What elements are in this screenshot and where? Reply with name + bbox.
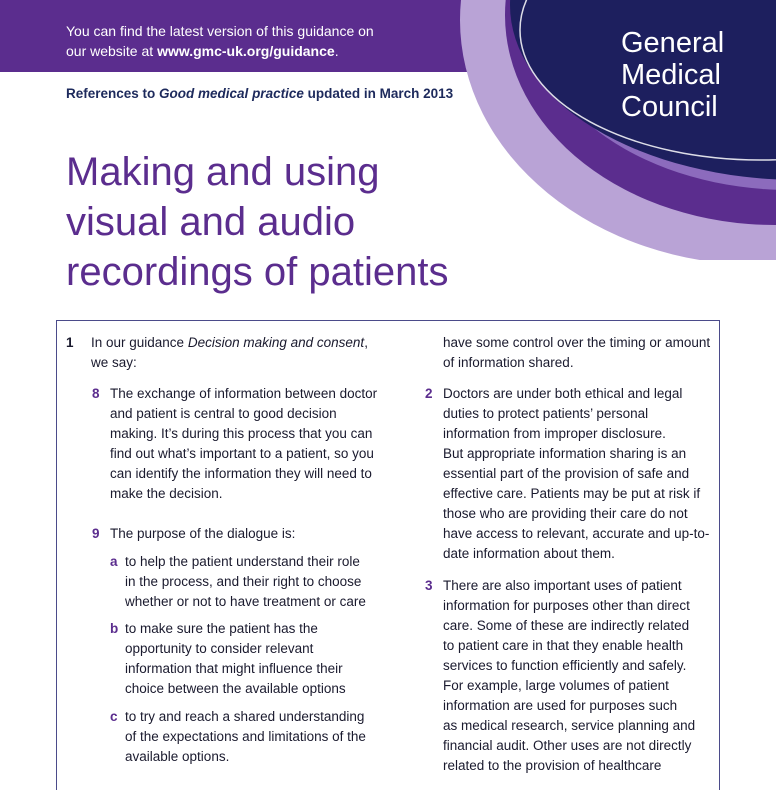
logo-line-council: Council bbox=[621, 91, 718, 123]
guidance-url-link[interactable]: www.gmc-uk.org/guidance bbox=[157, 43, 335, 59]
text-line: related to the provision of healthcare bbox=[443, 758, 662, 773]
notice-line-2 bbox=[66, 41, 486, 61]
text-line: care. Some of these are indirectly related bbox=[443, 618, 690, 633]
paragraph-text bbox=[443, 576, 718, 776]
paragraph-text bbox=[110, 524, 410, 544]
text-line: information for purposes other than direct bbox=[443, 598, 690, 613]
text-line: For example, large volumes of patient bbox=[443, 678, 669, 693]
paragraph-number: 3 bbox=[425, 578, 433, 593]
text-line: and patient is central to good decision bbox=[110, 406, 337, 421]
title-line: recordings of patients bbox=[66, 250, 449, 294]
text-line: making. It’s during this process that you can bbox=[110, 426, 373, 441]
text-line: to try and reach a shared understanding bbox=[125, 709, 365, 724]
paragraph-number: 1 bbox=[66, 335, 74, 350]
text-line: of information shared. bbox=[443, 355, 574, 370]
text-line: have some control over the timing or amount bbox=[443, 335, 711, 350]
text-line: make the decision. bbox=[110, 486, 223, 501]
text-line: can identify the information they will need to bbox=[110, 466, 372, 481]
text-line: have access to relevant, accurate and up-to- bbox=[443, 526, 710, 541]
paragraph-text bbox=[443, 333, 718, 373]
text-line: choice between the available options bbox=[125, 681, 346, 696]
paragraph-number: 2 bbox=[425, 386, 433, 401]
logo-line-medical: Medical bbox=[621, 59, 721, 91]
text-line: information from improper disclosure. bbox=[443, 426, 666, 441]
text-line: those who are providing their care do not bbox=[443, 506, 688, 521]
list-letter: a bbox=[110, 554, 118, 569]
list-text bbox=[125, 619, 385, 699]
text-line: There are also important uses of patient bbox=[443, 578, 682, 593]
paragraph-number: 9 bbox=[92, 526, 100, 541]
page-title bbox=[66, 147, 486, 297]
paragraph-text bbox=[443, 384, 718, 564]
p1-line2: we say: bbox=[91, 355, 137, 370]
text-line: as medical research, service planning and bbox=[443, 718, 696, 733]
notice-prefix: our website at bbox=[66, 43, 158, 59]
text-line: opportunity to consider relevant bbox=[125, 641, 314, 656]
text-line: duties to protect patients’ personal bbox=[443, 406, 649, 421]
title-line: Making and using bbox=[66, 150, 380, 194]
list-letter: c bbox=[110, 709, 118, 724]
ref-suffix: updated in March 2013 bbox=[303, 86, 454, 101]
text-line: date information about them. bbox=[443, 546, 615, 561]
text-line: in the process, and their right to choose bbox=[125, 574, 362, 589]
text-line: The purpose of the dialogue is: bbox=[110, 526, 296, 541]
title-line: visual and audio bbox=[66, 200, 356, 244]
text-line: find out what’s important to a patient, so you bbox=[110, 446, 374, 461]
notice-suffix: . bbox=[334, 43, 339, 59]
paragraph-text bbox=[110, 384, 410, 504]
text-line: essential part of the provision of safe and bbox=[443, 466, 690, 481]
text-line: information are used for purposes such bbox=[443, 698, 678, 713]
text-line: financial audit. Other uses are not directly bbox=[443, 738, 692, 753]
text-line: whether or not to have treatment or care bbox=[125, 594, 366, 609]
list-text bbox=[125, 552, 385, 612]
paragraph-number: 8 bbox=[92, 386, 100, 401]
ref-prefix: References to bbox=[66, 86, 160, 101]
text-line: effective care. Patients may be put at risk if bbox=[443, 486, 701, 501]
list-text bbox=[125, 707, 385, 767]
text-line: The exchange of information between doctor bbox=[110, 386, 378, 401]
text-line: to patient care in that they enable health bbox=[443, 638, 684, 653]
p1-suffix: , bbox=[364, 335, 368, 350]
text-line: services to function efficiently and safely. bbox=[443, 658, 687, 673]
text-line: to help the patient understand their role bbox=[125, 554, 360, 569]
ref-italic: Good medical practice bbox=[159, 86, 304, 101]
text-line: But appropriate information sharing is an bbox=[443, 446, 687, 461]
text-line: of the expectations and limitations of the bbox=[125, 729, 366, 744]
p1-prefix: In our guidance bbox=[91, 335, 188, 350]
gmc-logo bbox=[621, 27, 724, 123]
text-line: to make sure the patient has the bbox=[125, 621, 318, 636]
p1-italic: Decision making and consent bbox=[187, 335, 365, 350]
paragraph-text bbox=[91, 333, 411, 373]
list-letter: b bbox=[110, 621, 119, 636]
notice-line-1: You can find the latest version of this guidance on bbox=[66, 23, 374, 39]
text-line: Doctors are under both ethical and legal bbox=[443, 386, 683, 401]
text-line: available options. bbox=[125, 749, 230, 764]
logo-line-general: General bbox=[621, 27, 725, 59]
guidance-notice bbox=[66, 21, 486, 61]
text-line: information that might influence their bbox=[125, 661, 343, 676]
reference-update-note bbox=[66, 86, 453, 101]
